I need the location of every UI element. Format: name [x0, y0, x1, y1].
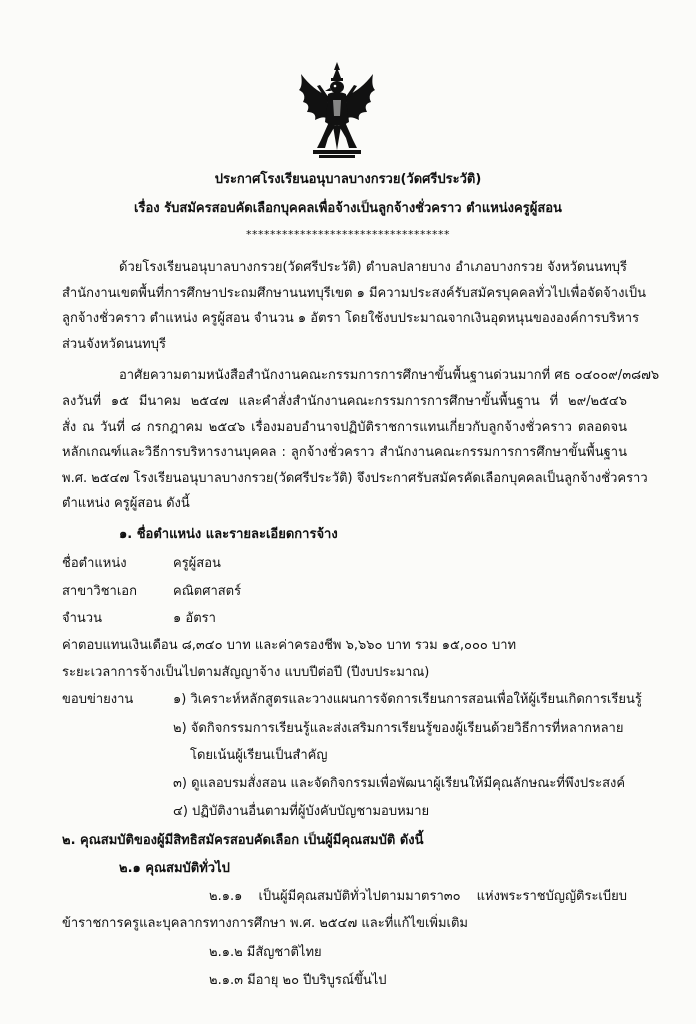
- para2-line2: ลงวันที่ ๑๕ มีนาคม ๒๕๔๗ และคำสั่งสำนักงานคณะกรรมการการศึกษาขั้นพื้นฐาน ที่ ๒๙/๒๕๔๖: [62, 394, 627, 409]
- para2-line1: อาศัยความตามหนังสือสำนักงานคณะกรรมการการศึกษาขั้นพื้นฐานด่วนมากที่ ศธ ๐๔๐๐๙/๓๘๗๖: [119, 368, 660, 383]
- scope-label: ขอบข่ายงาน: [62, 692, 134, 707]
- para2-line4: หลักเกณฑ์และวิธีการบริหารงานบุคคล : ลูกจ้างชั่วคราว สำนักงานคณะกรรมการการศึกษาขั้นพื้นฐาน: [62, 445, 627, 460]
- para1-line1: ด้วยโรงเรียนอนุบาลบางกรวย(วัดศรีประวัติ) ตำบลปลายบาง อำเภอบางกรวย จังหวัดนนทบุรี: [119, 260, 627, 275]
- count-label: จำนวน: [62, 611, 102, 626]
- position-value: ครูผู้สอน: [173, 556, 221, 571]
- section2-item1-line2: ข้าราชการครูและบุคลากรทางการศึกษา พ.ศ. ๒๕๔๗ และที่แก้ไขเพิ่มเติม: [62, 916, 468, 931]
- separator-line: **********************************: [246, 228, 450, 241]
- position-label: ชื่อตำแหน่ง: [62, 556, 127, 571]
- duration-line: ระยะเวลาการจ้างเป็นไปตามสัญญาจ้าง แบบปีต่อปี (ปีงบประมาณ): [62, 665, 430, 680]
- section1-heading: ๑. ชื่อตำแหน่ง และรายละเอียดการจ้าง: [119, 527, 338, 542]
- scope-item-2: ๒) จัดกิจกรรมการเรียนรู้และส่งเสริมการเรียนรู้ของผู้เรียนด้วยวิธีการที่หลากหลาย: [173, 721, 624, 736]
- section2-heading: ๒. คุณสมบัติของผู้มีสิทธิสมัครสอบคัดเลือก เป็นผู้มีคุณสมบัติ ดังนี้: [62, 833, 424, 848]
- section2-item3: ๒.๑.๓ มีอายุ ๒๐ ปีบริบูรณ์ขึ้นไป: [209, 973, 387, 988]
- para2-line3: สั่ง ณ วันที่ ๘ กรกฎาคม ๒๕๔๖ เรื่องมอบอำนาจปฏิบัติราชการแทนเกี่ยวกับลูกจ้างชั่วคราว ตลอดจน: [62, 420, 627, 435]
- scope-item-1: ๑) วิเคราะห์หลักสูตรและวางแผนการจัดการเรียนการสอนเพื่อให้ผู้เรียนเกิดการเรียนรู้: [173, 692, 642, 707]
- announcement-title: ประกาศโรงเรียนอนุบาลบางกรวย(วัดศรีประวัติ): [214, 172, 482, 187]
- para1-line4: ส่วนจังหวัดนนทบุรี: [62, 337, 166, 352]
- pay-line: ค่าตอบแทนเงินเดือน ๘,๓๔๐ บาท และค่าครองชีพ ๖,๖๖๐ บาท รวม ๑๕,๐๐๐ บาท: [62, 638, 517, 653]
- announcement-subject: เรื่อง รับสมัครสอบคัดเลือกบุคคลเพื่อจ้างเป็นลูกจ้างชั่วคราว ตำแหน่งครูผู้สอน: [134, 201, 562, 216]
- section2-subheading: ๒.๑ คุณสมบัติทั่วไป: [119, 861, 230, 876]
- para2-line6: ตำแหน่ง ครูผู้สอน ดังนี้: [62, 496, 190, 511]
- count-value: ๑ อัตรา: [173, 611, 216, 626]
- scope-item-2-cont: โดยเน้นผู้เรียนเป็นสำคัญ: [190, 748, 328, 763]
- section2-item1-line1: ๒.๑.๑ เป็นผู้มีคุณสมบัติทั่วไปตามมาตรา๓๐ แห่งพระราชบัญญัติระเบียบ: [209, 889, 627, 904]
- scope-item-3: ๓) ดูแลอบรมสั่งสอน และจัดกิจกรรมเพื่อพัฒนาผู้เรียนให้มีคุณลักษณะที่พึงประสงค์: [173, 776, 626, 791]
- garuda-emblem-icon: [295, 60, 379, 160]
- para1-line3: ลูกจ้างชั่วคราว ตำแหน่ง ครูผู้สอน จำนวน ๑ อัตรา โดยใช้งบประมาณจากเงินอุดหนุนขององค์การบริหาร: [62, 311, 640, 326]
- major-value: คณิตศาสตร์: [173, 584, 242, 599]
- para2-line5: พ.ศ. ๒๕๔๗ โรงเรียนอนุบาลบางกรวย(วัดศรีประวัติ) จึงประกาศรับสมัครคัดเลือกบุคคลเป็นลูกจ้างชั่วคราว: [62, 471, 648, 486]
- para1-line2: สำนักงานเขตพื้นที่การศึกษาประถมศึกษานนทบุรีเขต ๑ มีความประสงค์รับสมัครบุคคลทั่วไปเพื่อจัดจ้างเป็น: [62, 286, 647, 301]
- section2-item2: ๒.๑.๒ มีสัญชาติไทย: [209, 945, 322, 960]
- major-label: สาขาวิชาเอก: [62, 584, 137, 599]
- scope-item-4: ๔) ปฏิบัติงานอื่นตามที่ผู้บังคับบัญชามอบหมาย: [173, 804, 430, 819]
